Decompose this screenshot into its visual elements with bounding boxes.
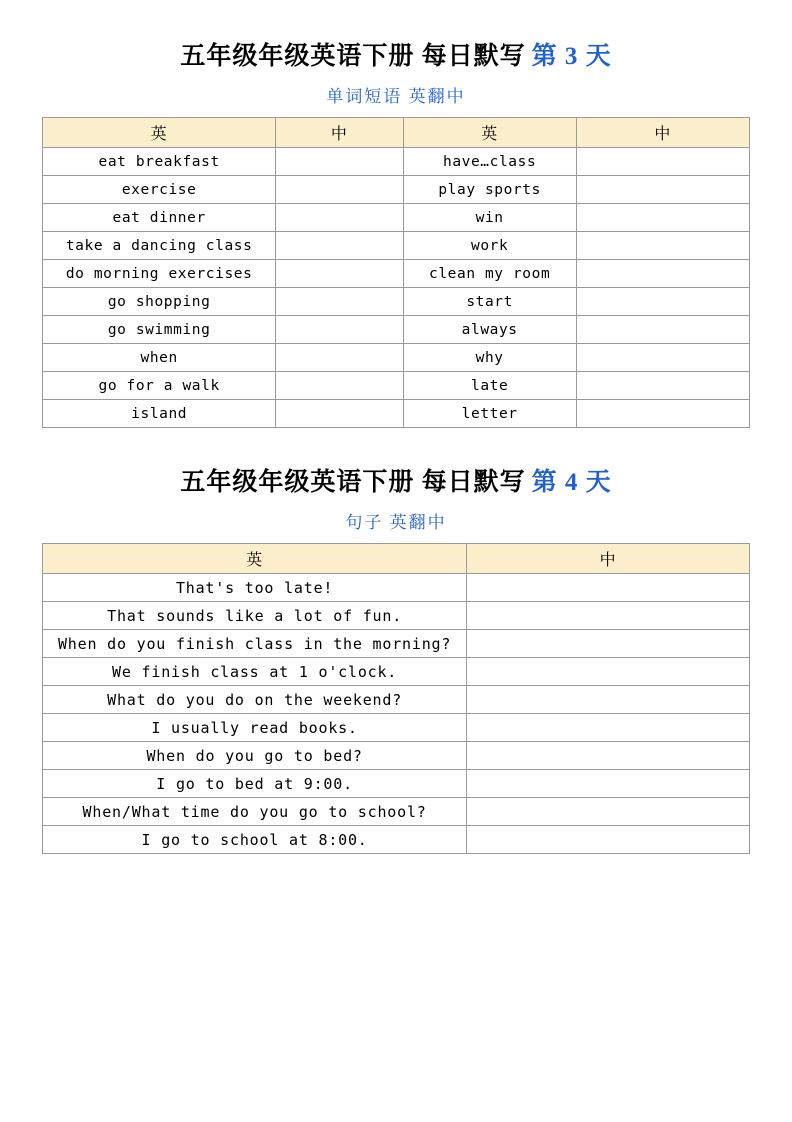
title-day-badge: 第 4 天 — [531, 469, 612, 496]
word-table — [42, 117, 750, 428]
sentence-cell-eng: I usually read books. — [43, 714, 467, 742]
table-row — [43, 574, 750, 602]
table-row — [43, 770, 750, 798]
answer-cell[interactable] — [467, 770, 750, 798]
sentence-cell-eng: We finish class at 1 o'clock. — [43, 658, 467, 686]
table-row — [43, 260, 750, 288]
table-row — [43, 316, 750, 344]
answer-cell[interactable] — [467, 602, 750, 630]
word-cell-eng: go swimming — [43, 316, 276, 344]
table-row — [43, 630, 750, 658]
table-row — [43, 826, 750, 854]
table-row — [43, 176, 750, 204]
answer-cell[interactable] — [467, 826, 750, 854]
answer-cell[interactable] — [276, 204, 403, 232]
word-cell-eng: when — [43, 344, 276, 372]
word-cell-eng: why — [403, 344, 576, 372]
sentence-cell-eng: That's too late! — [43, 574, 467, 602]
word-cell-eng: letter — [403, 400, 576, 428]
table-row — [43, 686, 750, 714]
section-day4 — [42, 462, 750, 854]
sentence-table — [42, 543, 750, 854]
word-cell-eng: play sports — [403, 176, 576, 204]
word-cell-eng: start — [403, 288, 576, 316]
page-title-day4 — [42, 462, 750, 498]
section-day3 — [42, 36, 750, 428]
table-row — [43, 798, 750, 826]
col-header-eng-1: 英 — [43, 118, 276, 148]
col-header-chn-2: 中 — [576, 118, 749, 148]
answer-cell[interactable] — [576, 400, 749, 428]
subtitle-day4: 句子 英翻中 — [345, 513, 447, 532]
section-spacer — [42, 428, 750, 462]
page-title-day3 — [42, 36, 750, 72]
answer-cell[interactable] — [276, 176, 403, 204]
word-cell-eng: have…class — [403, 148, 576, 176]
sentence-cell-eng: When do you go to bed? — [43, 742, 467, 770]
sentence-cell-eng: I go to school at 8:00. — [43, 826, 467, 854]
table-header-row — [43, 118, 750, 148]
spacer — [42, 107, 750, 117]
answer-cell[interactable] — [467, 798, 750, 826]
answer-cell[interactable] — [276, 344, 403, 372]
answer-cell[interactable] — [467, 686, 750, 714]
col-header-eng: 英 — [43, 544, 467, 574]
title-main-text: 五年级年级英语下册 每日默写 — [180, 469, 526, 496]
title-day-badge: 第 3 天 — [531, 43, 612, 70]
answer-cell[interactable] — [576, 316, 749, 344]
table-row — [43, 204, 750, 232]
word-cell-eng: do morning exercises — [43, 260, 276, 288]
answer-cell[interactable] — [467, 574, 750, 602]
table-row — [43, 602, 750, 630]
title-main-text: 五年级年级英语下册 每日默写 — [180, 43, 526, 70]
col-header-chn: 中 — [467, 544, 750, 574]
word-cell-eng: eat dinner — [43, 204, 276, 232]
answer-cell[interactable] — [576, 232, 749, 260]
word-cell-eng: take a dancing class — [43, 232, 276, 260]
table-row — [43, 288, 750, 316]
answer-cell[interactable] — [276, 260, 403, 288]
spacer — [42, 72, 750, 82]
table-row — [43, 344, 750, 372]
answer-cell[interactable] — [576, 288, 749, 316]
answer-cell[interactable] — [576, 176, 749, 204]
answer-cell[interactable] — [467, 714, 750, 742]
spacer — [42, 498, 750, 508]
answer-cell[interactable] — [576, 204, 749, 232]
word-cell-eng: eat breakfast — [43, 148, 276, 176]
answer-cell[interactable] — [276, 288, 403, 316]
word-cell-eng: island — [43, 400, 276, 428]
top-spacer — [42, 0, 750, 36]
table-row — [43, 658, 750, 686]
table-row — [43, 372, 750, 400]
answer-cell[interactable] — [276, 316, 403, 344]
word-cell-eng: win — [403, 204, 576, 232]
answer-cell[interactable] — [467, 658, 750, 686]
col-header-eng-2: 英 — [403, 118, 576, 148]
col-header-chn-1: 中 — [276, 118, 403, 148]
answer-cell[interactable] — [576, 148, 749, 176]
answer-cell[interactable] — [467, 630, 750, 658]
sentence-cell-eng: What do you do on the weekend? — [43, 686, 467, 714]
table-row — [43, 400, 750, 428]
word-cell-eng: always — [403, 316, 576, 344]
answer-cell[interactable] — [276, 400, 403, 428]
word-cell-eng: late — [403, 372, 576, 400]
word-cell-eng: work — [403, 232, 576, 260]
subtitle-day3: 单词短语 英翻中 — [326, 87, 466, 106]
table-row — [43, 714, 750, 742]
spacer — [42, 533, 750, 543]
table-header-row — [43, 544, 750, 574]
sentence-cell-eng: When do you finish class in the morning? — [43, 630, 467, 658]
answer-cell[interactable] — [276, 148, 403, 176]
word-cell-eng: go shopping — [43, 288, 276, 316]
answer-cell[interactable] — [276, 372, 403, 400]
word-cell-eng: go for a walk — [43, 372, 276, 400]
answer-cell[interactable] — [576, 344, 749, 372]
sentence-cell-eng: I go to bed at 9:00. — [43, 770, 467, 798]
sentence-cell-eng: When/What time do you go to school? — [43, 798, 467, 826]
word-cell-eng: clean my room — [403, 260, 576, 288]
table-row — [43, 232, 750, 260]
answer-cell[interactable] — [576, 372, 749, 400]
answer-cell[interactable] — [276, 232, 403, 260]
table-row — [43, 148, 750, 176]
table-row — [43, 742, 750, 770]
word-cell-eng: exercise — [43, 176, 276, 204]
sentence-cell-eng: That sounds like a lot of fun. — [43, 602, 467, 630]
answer-cell[interactable] — [467, 742, 750, 770]
answer-cell[interactable] — [576, 260, 749, 288]
